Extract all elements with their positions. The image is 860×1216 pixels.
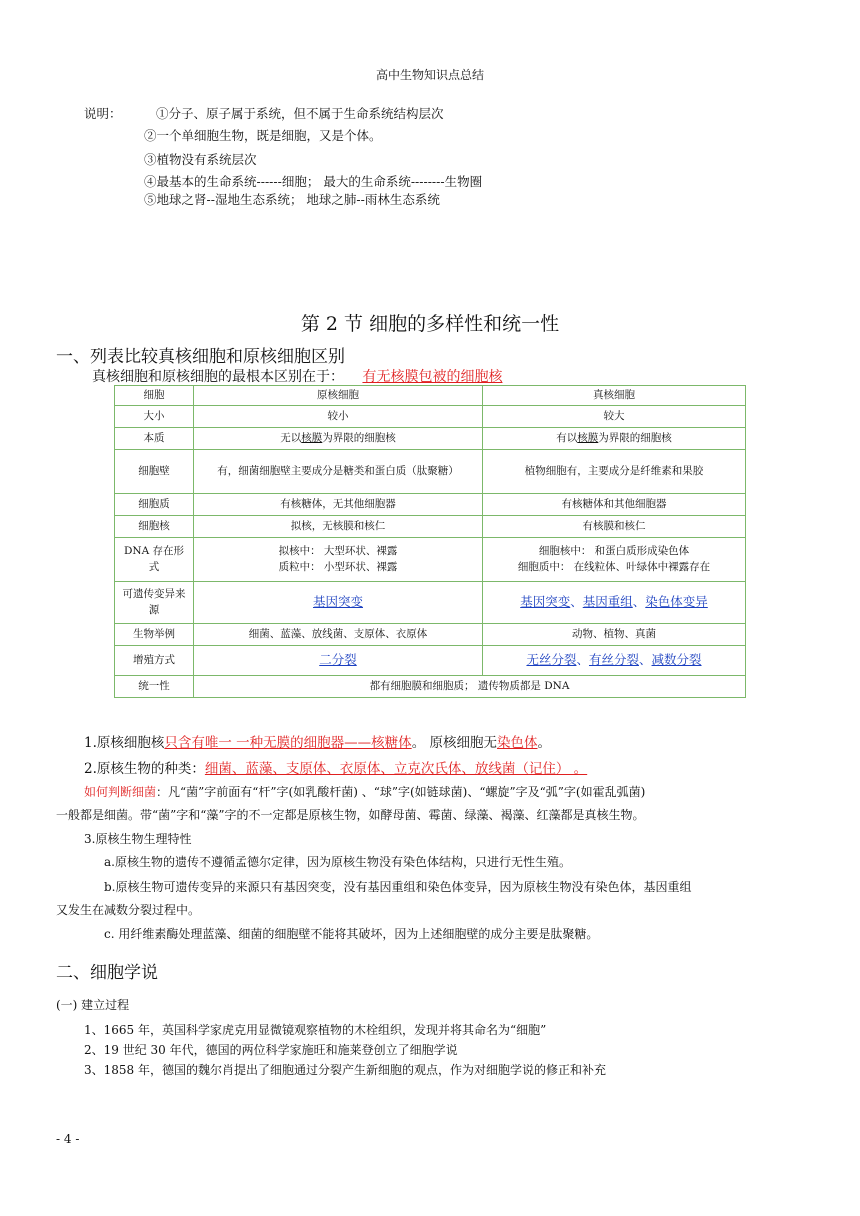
table-cell (483, 582, 746, 624)
part1-heading: 一、列表比较真核细胞和原核细胞区别 (56, 347, 345, 367)
point-text: 。 原核细胞无 (411, 735, 497, 751)
table-row (115, 646, 746, 676)
judge-text: ：凡“菌”字前面有“杆”字(如乳酸杆菌) 、“球”字(如链球菌)、“螺旋”字及“弧”字(如霍乱弧菌) (156, 785, 646, 799)
point-3a: a.原核生物的遗传不遵循孟德尔定律，因为原核生物没有染色体结构，只进行无性生殖。 (104, 855, 571, 869)
cell-keyword: 二分裂 (319, 652, 357, 668)
part1-intro (92, 366, 502, 386)
table-row (115, 676, 746, 698)
note-item: ④最基本的生命系统------细胞； 最大的生命系统--------生物圈 (144, 174, 483, 189)
point-highlight: 染色体 (496, 735, 538, 751)
page-header: 高中生物知识点总结 (375, 68, 484, 82)
cell-keyword: 染色体变异 (645, 594, 708, 610)
table-cell: 拟核，无核膜和核仁 (194, 516, 483, 538)
table-cell: 都有细胞膜和细胞质； 遗传物质都是 DNA (194, 676, 746, 698)
part2-heading: 二、细胞学说 (56, 963, 158, 983)
section-title: 第 2 节 细胞的多样性和统一性 (300, 313, 560, 335)
cell-keyword: 基因突变 (312, 594, 363, 610)
page-number: - 4 - (56, 1132, 80, 1146)
separator: 、 (632, 594, 646, 610)
table-cell: 细胞核 (115, 516, 194, 538)
table-cell: 细胞 (115, 386, 194, 406)
table-cell: 统一性 (115, 676, 194, 698)
point-highlight: 只含有唯一 一种无膜的细胞器——核糖体 (164, 735, 412, 751)
table-cell: 有核糖体和其他细胞器 (483, 494, 746, 516)
table-cell (483, 646, 746, 676)
table-cell: 有核糖体，无其他细胞器 (194, 494, 483, 516)
comparison-table (114, 385, 746, 698)
point-3b-line-2: 又发生在减数分裂过程中。 (56, 903, 201, 917)
table-row (115, 386, 746, 406)
table-row (115, 582, 746, 624)
table-cell: 细胞壁 (115, 450, 194, 494)
table-cell: 可遗传变异来源 (115, 582, 194, 624)
cell-line: 质粒中： 小型环状、裸露 (278, 560, 398, 573)
table-cell: 动物、植物、真菌 (483, 624, 746, 646)
cell-text: 为界限的细胞核 (322, 431, 396, 444)
cell-keyword: 减数分裂 (651, 652, 702, 668)
table-cell: 较大 (483, 406, 746, 428)
table-cell: 植物细胞有，主要成分是纤维素和果胶 (483, 450, 746, 494)
cell-keyword: 有丝分裂 (588, 652, 639, 668)
table-row (115, 428, 746, 450)
cell-keyword: 基因重组 (582, 594, 633, 610)
note-item: ①分子、原子属于系统，但不属于生命系统结构层次 (156, 106, 444, 121)
judge-label: 如何判断细菌 (84, 785, 157, 799)
list-item: 2、19 世纪 30 年代，德国的两位科学家施旺和施莱登创立了细胞学说 (84, 1043, 458, 1057)
cell-line: 细胞质中： 在线粒体、叶绿体中裸露存在 (517, 560, 711, 573)
judge-line-1 (84, 783, 645, 800)
table-cell: 本质 (115, 428, 194, 450)
table-cell: 增殖方式 (115, 646, 194, 676)
point-1 (84, 731, 551, 751)
point-3b-line-1: b.原核生物可遗传变异的来源只有基因突变，没有基因重组和染色体变异，因为原核生物没有染色体，基因重组 (104, 880, 692, 894)
table-cell: 细胞质 (115, 494, 194, 516)
list-item: 3、1858 年，德国的魏尔肖提出了细胞通过分裂产生新细胞的观点，作为对细胞学说的修正和补充 (84, 1063, 606, 1077)
cell-keyword: 核膜 (301, 431, 323, 444)
intro-answer: 有无核膜包被的细胞核 (362, 369, 503, 385)
table-cell: 细菌、蓝藻、放线菌、支原体、衣原体 (194, 624, 483, 646)
separator: 、 (570, 594, 583, 610)
table-cell: DNA 存在形式 (115, 538, 194, 582)
table-cell (194, 428, 483, 450)
cell-keyword: 基因突变 (520, 594, 571, 610)
point-highlight: 细菌、蓝藻、支原体、衣原体、立克次氏体、放线菌（记住） 。 (204, 761, 588, 777)
point-text: 2.原核生物的种类： (84, 761, 205, 777)
notes-label: 说明： (84, 106, 122, 121)
cell-text: 无以 (280, 431, 302, 444)
table-cell (483, 428, 746, 450)
point-3: 3.原核生物生理特性 (84, 832, 192, 846)
point-2 (84, 757, 587, 777)
table-cell: 大小 (115, 406, 194, 428)
table-cell: 有，细菌细胞壁主要成分是糖类和蛋白质（肽聚糖） (194, 450, 483, 494)
point-text: 。 (537, 735, 551, 751)
table-row (115, 624, 746, 646)
part2-subheading: (一) 建立过程 (56, 998, 130, 1012)
point-3c: c. 用纤维素酶处理蓝藻、细菌的细胞壁不能将其破坏，因为上述细胞壁的成分主要是肽聚糖。 (104, 927, 599, 941)
table-cell: 有核膜和核仁 (483, 516, 746, 538)
table-cell (194, 646, 483, 676)
table-cell: 原核细胞 (194, 386, 483, 406)
judge-line-2: 一般都是细菌。带“菌”字和“藻”字的不一定都是原核生物，如酵母菌、霉菌、绿藻、褐藻、红藻都是真核生物。 (56, 808, 645, 822)
table-row (115, 406, 746, 428)
note-item: ⑤地球之肾--湿地生态系统； 地球之肺--雨林生态系统 (144, 192, 440, 207)
separator: 、 (576, 652, 589, 668)
list-item: 1、1665 年，英国科学家虎克用显微镜观察植物的木栓组织，发现并将其命名为“细胞” (84, 1023, 547, 1037)
table-cell (194, 582, 483, 624)
point-text: 1.原核细胞核 (84, 735, 165, 751)
table-cell (194, 538, 483, 582)
table-row (115, 494, 746, 516)
note-item: ②一个单细胞生物，既是细胞，又是个体。 (144, 128, 382, 143)
table-row (115, 538, 746, 582)
table-cell (483, 538, 746, 582)
cell-keyword: 无丝分裂 (526, 652, 577, 668)
cell-keyword: 核膜 (577, 431, 599, 444)
separator: 、 (639, 652, 652, 668)
cell-line: 拟核中： 大型环状、裸露 (278, 544, 398, 557)
cell-text: 有以 (556, 431, 578, 444)
intro-text: 真核细胞和原核细胞的最根本区别在于： (92, 369, 344, 385)
table-cell: 较小 (194, 406, 483, 428)
table-cell: 生物举例 (115, 624, 194, 646)
table-cell: 真核细胞 (483, 386, 746, 406)
table-row (115, 516, 746, 538)
note-item: ③植物没有系统层次 (144, 152, 257, 167)
cell-line: 细胞核中： 和蛋白质形成染色体 (538, 544, 690, 557)
cell-text: 为界限的细胞核 (598, 431, 672, 444)
table-row (115, 450, 746, 494)
